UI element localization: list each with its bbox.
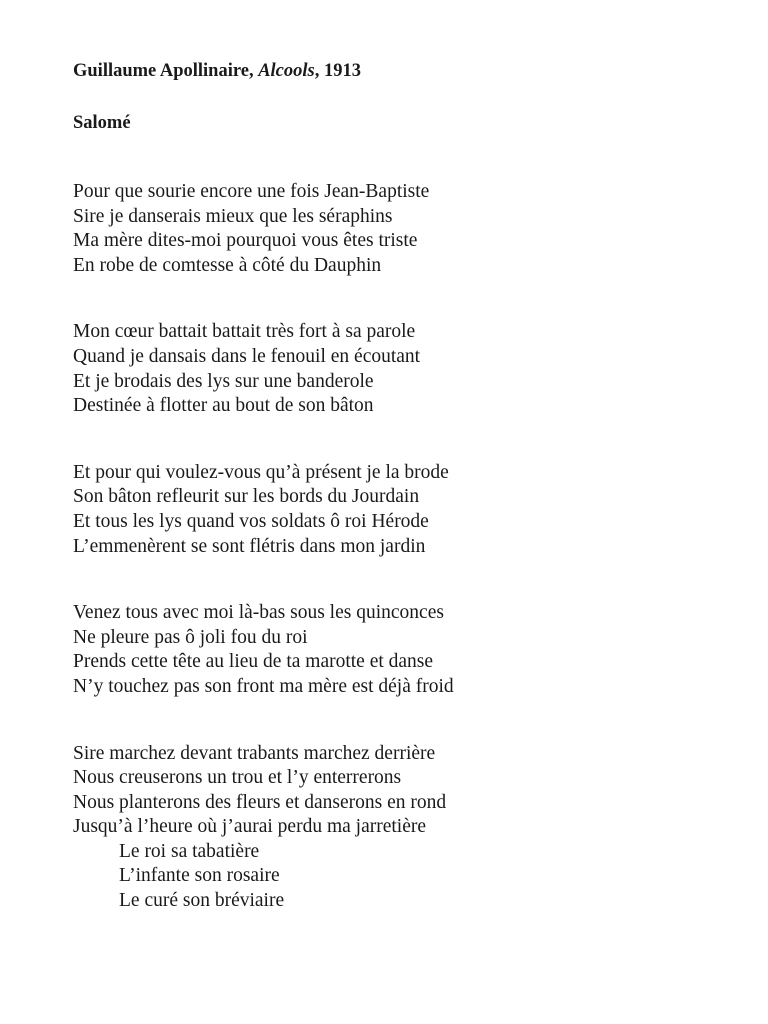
verse-line: Nous planterons des fleurs et danserons en rond	[73, 791, 447, 813]
verse-line: N’y touchez pas son front ma mère est déjà froid	[73, 675, 454, 697]
document-header	[73, 58, 768, 84]
verse-line: Et pour qui voulez-vous qu’à présent je la brode	[73, 461, 449, 483]
indented-verse-line: Le curé son bréviaire	[119, 890, 285, 912]
verse-line: Destinée à flotter au bout de son bâton	[73, 395, 374, 417]
stanza-4	[73, 601, 768, 699]
verse-line: Son bâton refleurit sur les bords du Jourdain	[73, 486, 420, 508]
verse-line: Ne pleure pas ô joli fou du roi	[73, 626, 308, 648]
verse-line: Mon cœur battait battait très fort à sa parole	[73, 321, 416, 343]
author-name: Guillaume Apollinaire,	[73, 61, 259, 81]
verse-line: Nous creuserons un trou et l’y enterrerons	[73, 767, 402, 789]
stanza-3	[73, 461, 768, 559]
verse-line: Quand je dansais dans le fenouil en écoutant	[73, 345, 421, 367]
verse-line: En robe de comtesse à côté du Dauphin	[73, 254, 382, 276]
publication-year: , 1913	[314, 61, 361, 81]
verse-line: Ma mère dites-moi pourquoi vous êtes triste	[73, 230, 418, 252]
verse-line: Pour que sourie encore une fois Jean-Baptiste	[73, 181, 430, 202]
verse-line: Et tous les lys quand vos soldats ô roi Hérode	[73, 510, 429, 532]
book-title: Alcools	[258, 61, 315, 81]
verse-line: L’emmenèrent se sont flétris dans mon jardin	[73, 535, 426, 557]
stanza-1	[73, 180, 768, 278]
poem-title: Salomé	[73, 113, 131, 133]
verse-line: Sire je danserais mieux que les séraphins	[73, 205, 393, 227]
verse-line: Et je brodais des lys sur une banderole	[73, 370, 374, 392]
poem-body	[73, 180, 768, 914]
stanza-2	[73, 320, 768, 418]
verse-line: Sire marchez devant trabants marchez derrière	[73, 742, 436, 764]
stanza-5	[73, 742, 768, 914]
verse-line: Prends cette tête au lieu de ta marotte et danse	[73, 651, 434, 673]
verse-line: Venez tous avec moi là-bas sous les quinconces	[73, 602, 444, 624]
verse-line: Jusqu’à l’heure où j’aurai perdu ma jarretière	[73, 816, 426, 838]
indented-verse-line: L’infante son rosaire	[119, 865, 280, 887]
indented-verse-line: Le roi sa tabatière	[119, 840, 260, 862]
